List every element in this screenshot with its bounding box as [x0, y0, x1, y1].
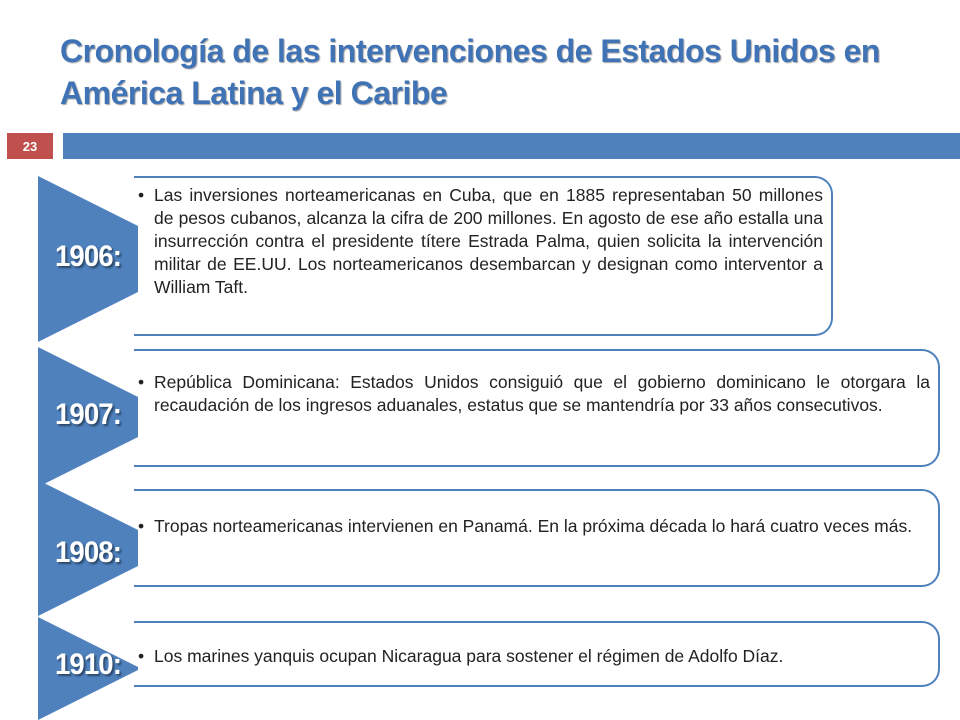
timeline-text: • República Dominicana: Estados Unidos consiguió que el gobierno dominicano le otorgara la recaudación de los ingresos aduanales, estatus que se mantendría por 33 años consecutivos.: [134, 371, 930, 417]
timeline-text: • Tropas norteamericanas intervienen en Panamá. En la próxima década lo hará cuatro veces más.: [134, 515, 930, 538]
timeline-text-box: [134, 349, 940, 467]
timeline-text-box: [134, 489, 940, 587]
year-label: 1906:: [54, 240, 121, 273]
timeline-text: • Los marines yanquis ocupan Nicaragua para sostener el régimen de Adolfo Díaz.: [134, 645, 930, 668]
year-label: 1910:: [54, 648, 121, 681]
header-bar: [63, 133, 960, 159]
timeline-text-box: [134, 621, 940, 687]
timeline-text: • Las inversiones norteamericanas en Cuba, que en 1885 representaban 50 millones de pesos cubanos, alcanza la cifra de 200 millones. En agosto de ese año estalla una insurrección contra el presidente títere Estrada Palma, quien solicita la intervención militar de EE.UU. Los norteamericanos desembarcan y designan como interventor a William Taft.: [134, 184, 823, 299]
slide-title: Cronología de las intervenciones de Estados Unidos en América Latina y el Caribe: [60, 33, 880, 111]
slide-number-badge: [7, 133, 53, 159]
year-label: 1908:: [54, 536, 121, 569]
slide-number: 23: [22, 138, 38, 154]
year-label: 1907:: [54, 398, 121, 431]
timeline-text-box: [134, 176, 833, 336]
